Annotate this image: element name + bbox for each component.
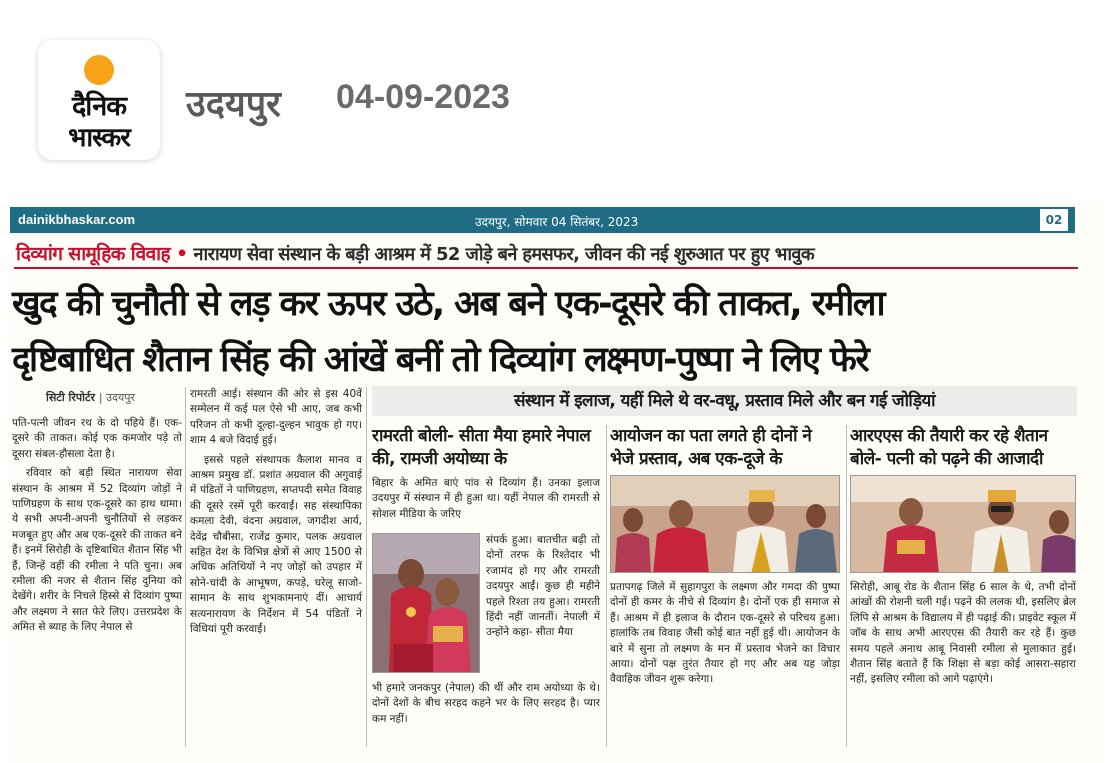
folio-bar	[10, 207, 1075, 233]
couple-photo-2-image	[611, 476, 840, 573]
dainik-bhaskar-logo	[38, 40, 160, 160]
byline-city: | उदयपुर	[98, 391, 136, 404]
column-divider	[185, 387, 186, 747]
byline	[46, 390, 135, 405]
logo-word-bhaskar: भास्कर	[68, 123, 130, 153]
headline-line-2: दृष्टिबाधित शैतान सिंह की आंखें बनीं तो दिव्यांग लक्ष्मण-पुष्पा ने लिए फेरे	[12, 340, 869, 380]
byline-reporter: सिटी रिपोर्टर	[46, 391, 95, 404]
couple-photo-1	[372, 533, 480, 673]
sun-icon	[84, 55, 114, 85]
column-divider	[846, 425, 847, 747]
story-1-side: संपर्क हुआ। बातचीत बढ़ी तो दोनों तरफ के रिश्तेदार भी रजामंद हो गए और रामरती उदयपुर आईं। कुछ ही महीने पहले रिश्ता तय हुआ। रामरती हिंदी नहीं जानतीं। नेपाली में उन्होंने कहा- सीता मैया	[486, 534, 600, 639]
newspaper-page	[10, 203, 1102, 763]
headline-line-1: खुद की चुनौती से लड़ कर ऊपर उठे, अब बने एक-दूसरे की ताकत, रमीला	[12, 284, 884, 324]
story-1-intro: बिहार के अमित बाएं पांव से दिव्यांग हैं। उनका इलाज उदयपुर में संस्थान में ही हुआ था। यहीं नेपाल की रामरती से सोशल मीडिया के जरिए	[372, 477, 600, 520]
couple-photo-3	[850, 475, 1076, 573]
section-banner: संस्थान में इलाज, यहीं मिले थे वर-वधू, प्रस्ताव मिले और बन गई जोड़ियां	[372, 386, 1077, 416]
paragraph: रामरती आई। संस्थान की ओर से इस 40वें सम्मेलन में कई पल ऐसे भी आए, जब कभी परिजन तो कभी दूल्हा-दुल्हन भावुक हो गए। शाम 4 बजे विदाई हुई।	[190, 388, 362, 447]
couple-photo-2	[610, 475, 840, 573]
kicker	[16, 240, 1076, 266]
story-2-body: प्रतापगढ़ जिले में सुहागपुरा के लक्ष्मण और गमदा की पुष्पा दोनों ही कमर के नीचे से दिव्यांग है। दोनों एक ही समाज से हैं। आश्रम में ही इलाज के दौरान एक-दूसरे से परिचय हुआ। हालांकि तब विवाह जैसी कोई बात नहीं हुई थी। आयोजन के बारे में सुना तो लक्ष्मण के मन में प्रस्ताव भेजने का विचार आया। दोनों पक्ष तुरंत तैयार हो गए और अब यह जोड़ा वैवाहिक जीवन शुरू करेगा।	[610, 581, 840, 686]
article-column-1	[12, 416, 182, 640]
kicker-bullet: •	[169, 243, 194, 265]
column-divider	[366, 387, 367, 747]
column-divider	[606, 425, 607, 747]
story-1-headline: रामरती बोली- सीता मैया हमारे नेपाल की, रामजी अयोध्या के	[372, 426, 591, 469]
story-3-body: सिरोही, आबू रोड के शैतान सिंह 6 साल के थे, तभी दोनों आंखों की रोशनी चली गई। पढ़ने की ललक थी, इसलिए ब्रेल लिपि से आश्रम के विद्यालय में ही पढ़ाई की। प्राइवेट स्कूल में जॉब के साथ अभी आरएएस की तैयारी कर रहे हैं। कुछ समय पहले अनाथ आबू निवासी रमीला से मुलाकात हुई। शैतान सिंह बताते हैं कि शिक्षा से बड़ा कोई आसरा-सहारा नहीं, इसलिए रमीला को आगे पढ़ाएंगे।	[850, 581, 1076, 686]
couple-photo-3-image	[851, 476, 1076, 573]
kicker-text: नारायण सेवा संस्थान के बड़ी आश्रम में 52 जोड़े बने हमसफर, जीवन की नई शुरुआत पर हुए भावुक	[193, 244, 815, 265]
paragraph: रविवार को बड़ी स्थित नारायण सेवा संस्थान के आश्रम में 52 दिव्यांग जोड़ों ने पाणिग्रहण के साथ एक-दूसरे का हाथ थामा। ये सभी अपनी-अपनी चुनौतियों से लड़कर मजबूत हुए और अब एक-दूसरे की ताकत बने हैं। इनमें सिरोही के दृष्टिबाधित शैतान सिंह भी हैं, जिन्हें वहीं की रमीला ने पति चुना। अब रमीला की नजर से शैतान सिंह दुनिया को देखेंगे। शरीर के निचले हिस्से से दिव्यांग पुष्पा और लक्ष्मण ने सात फेरे लिए। उत्तरप्रदेश के अमित से ब्याह के लिए नेपाल से	[12, 467, 182, 634]
story-3-headline: आरएएस की तैयारी कर रहे शैतान बोले- पत्नी को पढ़ने की आजादी	[850, 426, 1048, 469]
edition-city: उदयपुर	[186, 84, 281, 125]
kicker-label: दिव्यांग सामूहिक विवाह	[16, 243, 170, 265]
kicker-rule	[14, 267, 1078, 269]
paragraph: इससे पहले संस्थापक कैलाश मानव व आश्रम प्रमुख डॉ. प्रशांत अग्रवाल की अगुवाई में पंडितों ने पाणिग्रहण, सप्तपदी समेत विवाह की दूसरे रस्में पूरी करवाईं। सह संस्थापिका कमला देवी, वंदना अग्रवाल, जगदीश आर्य, देवेंद्र चौबीसा, राजेंद्र कुमार, पलक अग्रवाल सहित देश के विभिन्न क्षेत्रों से आए 1500 से अधिक अतिथियों ने नए जोड़ों को उपहार में सोने-चांदी के आभूषण, कपड़े, घरेलू साजो-सामान के साथ शुभकामनाएं दीं। आचार्य सत्यनारायण के निर्देशन में 54 पंडितों ने विधियां पूरी करवाईं।	[190, 453, 362, 636]
paragraph: पति-पत्नी जीवन रथ के दो पहिये हैं। एक-दूसरे की ताकत। कोई एक कमजोर पड़े तो दूसरा संबल-हौसला देता है।	[12, 417, 182, 460]
article-column-2	[190, 387, 362, 642]
folio-site: dainikbhaskar.com	[18, 212, 136, 227]
story-1-closing: भी हमारे जनकपुर (नेपाल) की थीं और राम अयोध्या के थे। दोनों देशों के बीच सरहद कहने भर के लिए सरहद है। प्यार कम नहीं।	[372, 682, 600, 725]
story-2-headline: आयोजन का पता लगते ही दोनों ने भेजे प्रस्ताव, अब एक-दूजे के	[610, 426, 812, 469]
folio-dateline: उदयपुर, सोमवार 04 सितंबर, 2023	[475, 215, 639, 229]
logo-word-dainik: दैनिक	[71, 91, 127, 122]
folio-page-number: 02	[1040, 209, 1068, 231]
couple-photo-1-image	[373, 534, 480, 673]
edition-date: 04-09-2023	[336, 78, 510, 116]
